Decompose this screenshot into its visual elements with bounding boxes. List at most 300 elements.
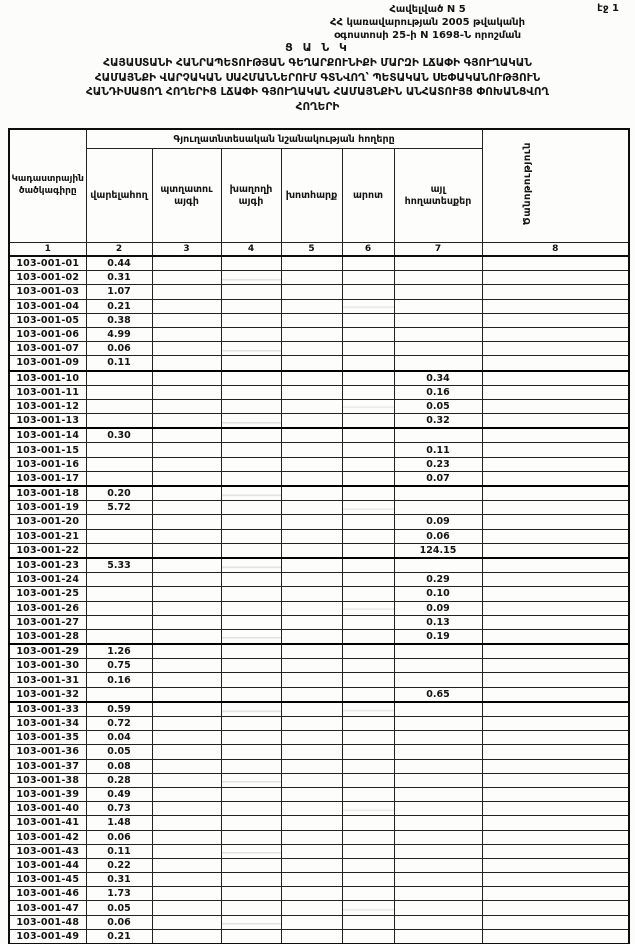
empty-cell	[281, 773, 342, 787]
empty-cell	[394, 887, 482, 901]
empty-cell	[281, 443, 342, 457]
empty-cell	[221, 929, 281, 944]
table-row	[9, 587, 629, 601]
empty-cell	[482, 428, 629, 443]
cadastral-code-cell: 103-001-36	[9, 745, 86, 759]
table-row	[9, 901, 629, 915]
empty-cell	[221, 399, 281, 413]
empty-cell	[482, 787, 629, 801]
empty-cell	[342, 529, 394, 543]
cadastral-code-cell: 103-001-13	[9, 414, 86, 429]
cadastral-code-cell: 103-001-25	[9, 587, 86, 601]
empty-cell	[152, 515, 221, 529]
empty-cell	[482, 745, 629, 759]
empty-cell	[394, 929, 482, 944]
header-fruit-orchard: պտղատու այգի	[152, 149, 221, 243]
area-value-cell: 0.13	[394, 615, 482, 629]
empty-cell	[152, 644, 221, 659]
empty-cell	[221, 873, 281, 887]
area-value-cell: 0.07	[394, 471, 482, 486]
empty-cell	[221, 327, 281, 341]
title-heading: Ց Ա Ն Կ	[285, 41, 350, 54]
empty-cell	[281, 371, 342, 386]
table-row	[9, 615, 629, 629]
table-row	[9, 471, 629, 486]
cadastral-code-cell: 103-001-01	[9, 256, 86, 271]
empty-cell	[221, 702, 281, 717]
empty-cell	[221, 717, 281, 731]
empty-cell	[281, 929, 342, 944]
empty-cell	[394, 816, 482, 830]
table-row	[9, 558, 629, 573]
header-other-lands: այլ հողատեսքեր	[394, 149, 482, 243]
empty-cell	[342, 587, 394, 601]
area-value-cell: 0.44	[86, 256, 152, 271]
empty-cell	[394, 356, 482, 371]
empty-cell	[281, 887, 342, 901]
empty-cell	[394, 659, 482, 673]
table-row	[9, 929, 629, 944]
empty-cell	[281, 731, 342, 745]
empty-cell	[482, 901, 629, 915]
empty-cell	[152, 759, 221, 773]
empty-cell	[394, 327, 482, 341]
empty-cell	[482, 601, 629, 615]
table-row	[9, 802, 629, 816]
empty-cell	[342, 873, 394, 887]
empty-cell	[482, 543, 629, 558]
empty-cell	[482, 615, 629, 629]
area-value-cell: 0.32	[394, 414, 482, 429]
header-vineyard: խաղողի այգի	[221, 149, 281, 243]
empty-cell	[281, 759, 342, 773]
table-row	[9, 673, 629, 687]
empty-cell	[482, 515, 629, 529]
empty-cell	[342, 659, 394, 673]
empty-cell	[482, 501, 629, 515]
area-value-cell: 0.06	[86, 830, 152, 844]
empty-cell	[482, 356, 629, 371]
header-agricultural-group: Գյուղատնտեսական նշանակության հողերը	[86, 129, 482, 149]
table-row	[9, 486, 629, 501]
cadastral-code-cell: 103-001-41	[9, 816, 86, 830]
cadastral-code-cell: 103-001-18	[9, 486, 86, 501]
area-value-cell: 0.31	[86, 873, 152, 887]
column-number-row	[9, 243, 629, 257]
empty-cell	[394, 773, 482, 787]
empty-cell	[86, 414, 152, 429]
empty-cell	[152, 687, 221, 702]
table-row	[9, 573, 629, 587]
empty-cell	[221, 414, 281, 429]
cadastral-code-cell: 103-001-06	[9, 327, 86, 341]
empty-cell	[221, 471, 281, 486]
column-number: 6	[342, 243, 394, 257]
empty-cell	[342, 299, 394, 313]
empty-cell	[281, 587, 342, 601]
area-value-cell: 0.16	[86, 673, 152, 687]
empty-cell	[152, 385, 221, 399]
cadastral-code-cell: 103-001-29	[9, 644, 86, 659]
empty-cell	[342, 443, 394, 457]
table-row	[9, 629, 629, 644]
empty-cell	[281, 601, 342, 615]
cadastral-code-cell: 103-001-33	[9, 702, 86, 717]
column-number: 1	[9, 243, 86, 257]
cadastral-code-cell: 103-001-14	[9, 428, 86, 443]
empty-cell	[394, 256, 482, 271]
empty-cell	[86, 573, 152, 587]
empty-cell	[221, 342, 281, 356]
table-row	[9, 342, 629, 356]
table-row	[9, 915, 629, 929]
empty-cell	[394, 342, 482, 356]
area-value-cell: 0.73	[86, 802, 152, 816]
area-value-cell: 1.26	[86, 644, 152, 659]
empty-cell	[482, 342, 629, 356]
empty-cell	[342, 313, 394, 327]
empty-cell	[281, 428, 342, 443]
cadastral-code-cell: 103-001-32	[9, 687, 86, 702]
empty-cell	[394, 673, 482, 687]
area-value-cell: 0.09	[394, 601, 482, 615]
empty-cell	[221, 558, 281, 573]
table-row	[9, 887, 629, 901]
area-value-cell: 0.21	[86, 929, 152, 944]
empty-cell	[152, 830, 221, 844]
empty-cell	[152, 285, 221, 299]
empty-cell	[482, 702, 629, 717]
empty-cell	[281, 471, 342, 486]
table-row	[9, 428, 629, 443]
title-line-1: ՀԱՅԱՍՏԱՆԻ ՀԱՆՐԱՊԵՏՈՒԹՅԱՆ ԳԵՂԱՐՔՈՒՆԻՔԻ ՄԱՐԶԻ ԼՃԱՓԻ ԳՅՈՒՂԱԿԱՆ	[103, 56, 532, 69]
empty-cell	[342, 759, 394, 773]
table-row	[9, 830, 629, 844]
empty-cell	[342, 501, 394, 515]
empty-cell	[281, 659, 342, 673]
empty-cell	[221, 428, 281, 443]
empty-cell	[221, 673, 281, 687]
empty-cell	[152, 428, 221, 443]
document-title	[0, 40, 635, 115]
empty-cell	[482, 929, 629, 944]
gov-decree-line2: օգոստոսի 25-ի N 1698-Ն որոշման	[333, 30, 521, 41]
empty-cell	[394, 285, 482, 299]
empty-cell	[394, 428, 482, 443]
cadastral-code-cell: 103-001-47	[9, 901, 86, 915]
table-row	[9, 356, 629, 371]
empty-cell	[152, 816, 221, 830]
empty-cell	[221, 385, 281, 399]
title-line-2: ՀԱՄԱՅՆՔԻ ՎԱՐՉԱԿԱՆ ՍԱՀՄԱՆՆԵՐՈՒՄ ԳՏՆՎՈՂ՝ ՊԵՏԱԿԱՆ ՍԵՓԱԿԱՆՈՒԹՅՈՒՆ	[94, 71, 541, 84]
empty-cell	[342, 399, 394, 413]
area-value-cell: 0.49	[86, 787, 152, 801]
empty-cell	[86, 385, 152, 399]
cadastral-code-cell: 103-001-37	[9, 759, 86, 773]
empty-cell	[394, 271, 482, 285]
empty-cell	[342, 787, 394, 801]
empty-cell	[281, 745, 342, 759]
table-row	[9, 759, 629, 773]
empty-cell	[482, 414, 629, 429]
table-row	[9, 285, 629, 299]
empty-cell	[281, 356, 342, 371]
empty-cell	[482, 830, 629, 844]
empty-cell	[394, 486, 482, 501]
empty-cell	[221, 802, 281, 816]
empty-cell	[86, 629, 152, 644]
empty-cell	[221, 731, 281, 745]
empty-cell	[482, 644, 629, 659]
empty-cell	[86, 443, 152, 457]
cadastral-code-cell: 103-001-04	[9, 299, 86, 313]
empty-cell	[482, 915, 629, 929]
empty-cell	[342, 644, 394, 659]
cadastral-code-cell: 103-001-34	[9, 717, 86, 731]
empty-cell	[221, 356, 281, 371]
empty-cell	[221, 830, 281, 844]
empty-cell	[152, 659, 221, 673]
empty-cell	[152, 717, 221, 731]
empty-cell	[342, 457, 394, 471]
cadastral-code-cell: 103-001-31	[9, 673, 86, 687]
empty-cell	[342, 673, 394, 687]
appendix-header	[255, 3, 600, 42]
table-row	[9, 858, 629, 872]
empty-cell	[394, 844, 482, 858]
empty-cell	[482, 443, 629, 457]
empty-cell	[394, 787, 482, 801]
empty-cell	[86, 587, 152, 601]
empty-cell	[281, 787, 342, 801]
area-value-cell: 0.05	[394, 399, 482, 413]
empty-cell	[152, 615, 221, 629]
empty-cell	[281, 299, 342, 313]
empty-cell	[152, 915, 221, 929]
empty-cell	[152, 501, 221, 515]
empty-cell	[281, 414, 342, 429]
table-row	[9, 271, 629, 285]
empty-cell	[342, 256, 394, 271]
empty-cell	[152, 858, 221, 872]
empty-cell	[394, 802, 482, 816]
empty-cell	[221, 313, 281, 327]
empty-cell	[152, 873, 221, 887]
empty-cell	[482, 816, 629, 830]
empty-cell	[152, 486, 221, 501]
area-value-cell: 0.72	[86, 717, 152, 731]
area-value-cell: 0.59	[86, 702, 152, 717]
empty-cell	[394, 915, 482, 929]
empty-cell	[221, 787, 281, 801]
empty-cell	[342, 687, 394, 702]
table-row	[9, 659, 629, 673]
empty-cell	[86, 471, 152, 486]
area-value-cell: 0.09	[394, 515, 482, 529]
cadastral-code-cell: 103-001-48	[9, 915, 86, 929]
empty-cell	[482, 385, 629, 399]
empty-cell	[221, 256, 281, 271]
cadastral-code-cell: 103-001-42	[9, 830, 86, 844]
table-row	[9, 816, 629, 830]
empty-cell	[221, 486, 281, 501]
header-arable-land: վարելահող	[86, 149, 152, 243]
empty-cell	[342, 385, 394, 399]
area-value-cell: 1.73	[86, 887, 152, 901]
empty-cell	[152, 587, 221, 601]
cadastral-code-cell: 103-001-28	[9, 629, 86, 644]
table-row	[9, 687, 629, 702]
empty-cell	[482, 256, 629, 271]
empty-cell	[221, 615, 281, 629]
empty-cell	[394, 759, 482, 773]
empty-cell	[221, 601, 281, 615]
empty-cell	[281, 256, 342, 271]
area-value-cell: 0.65	[394, 687, 482, 702]
empty-cell	[152, 802, 221, 816]
column-number: 8	[482, 243, 629, 257]
cadastral-code-cell: 103-001-09	[9, 356, 86, 371]
empty-cell	[342, 844, 394, 858]
table-row	[9, 327, 629, 341]
area-value-cell: 0.06	[86, 342, 152, 356]
empty-cell	[342, 802, 394, 816]
table-row	[9, 256, 629, 271]
empty-cell	[221, 457, 281, 471]
cadastral-code-cell: 103-001-23	[9, 558, 86, 573]
cadastral-code-cell: 103-001-02	[9, 271, 86, 285]
cadastral-code-cell: 103-001-20	[9, 515, 86, 529]
table-row	[9, 414, 629, 429]
empty-cell	[152, 414, 221, 429]
cadastral-code-cell: 103-001-22	[9, 543, 86, 558]
empty-cell	[342, 342, 394, 356]
empty-cell	[152, 256, 221, 271]
empty-cell	[281, 558, 342, 573]
empty-cell	[281, 327, 342, 341]
empty-cell	[152, 773, 221, 787]
area-value-cell: 0.11	[86, 356, 152, 371]
empty-cell	[152, 313, 221, 327]
table-row	[9, 457, 629, 471]
empty-cell	[221, 773, 281, 787]
empty-cell	[482, 313, 629, 327]
area-value-cell: 1.07	[86, 285, 152, 299]
area-value-cell: 0.34	[394, 371, 482, 386]
empty-cell	[86, 543, 152, 558]
empty-cell	[342, 830, 394, 844]
empty-cell	[394, 558, 482, 573]
empty-cell	[394, 644, 482, 659]
area-value-cell: 0.06	[394, 529, 482, 543]
area-value-cell: 0.75	[86, 659, 152, 673]
empty-cell	[342, 702, 394, 717]
empty-cell	[221, 687, 281, 702]
header-note-label: Ծանոթություն	[522, 142, 534, 226]
empty-cell	[342, 371, 394, 386]
empty-cell	[281, 342, 342, 356]
empty-cell	[482, 285, 629, 299]
empty-cell	[152, 457, 221, 471]
cadastral-code-cell: 103-001-49	[9, 929, 86, 944]
empty-cell	[86, 515, 152, 529]
empty-cell	[221, 659, 281, 673]
area-value-cell: 0.23	[394, 457, 482, 471]
table-row	[9, 844, 629, 858]
empty-cell	[152, 844, 221, 858]
empty-cell	[342, 428, 394, 443]
cadastral-code-cell: 103-001-16	[9, 457, 86, 471]
empty-cell	[394, 873, 482, 887]
empty-cell	[281, 901, 342, 915]
empty-cell	[281, 629, 342, 644]
empty-cell	[86, 371, 152, 386]
empty-cell	[281, 702, 342, 717]
title-line-4: ՀՈՂԵՐԻ	[295, 101, 340, 114]
empty-cell	[152, 529, 221, 543]
empty-cell	[152, 271, 221, 285]
empty-cell	[394, 745, 482, 759]
cadastral-code-cell: 103-001-35	[9, 731, 86, 745]
column-number: 5	[281, 243, 342, 257]
empty-cell	[152, 371, 221, 386]
empty-cell	[394, 313, 482, 327]
area-value-cell: 0.21	[86, 299, 152, 313]
table-body	[9, 256, 629, 944]
empty-cell	[394, 299, 482, 313]
group-header-row	[9, 129, 629, 149]
empty-cell	[342, 558, 394, 573]
empty-cell	[482, 371, 629, 386]
table-row	[9, 501, 629, 515]
empty-cell	[482, 327, 629, 341]
area-value-cell: 0.31	[86, 271, 152, 285]
table-row	[9, 385, 629, 399]
empty-cell	[281, 687, 342, 702]
empty-cell	[281, 543, 342, 558]
empty-cell	[152, 702, 221, 717]
area-value-cell: 0.19	[394, 629, 482, 644]
cadastral-code-cell: 103-001-26	[9, 601, 86, 615]
header-pasture: արոտ	[342, 149, 394, 243]
empty-cell	[342, 471, 394, 486]
area-value-cell: 0.08	[86, 759, 152, 773]
empty-cell	[281, 573, 342, 587]
empty-cell	[152, 629, 221, 644]
empty-cell	[281, 529, 342, 543]
area-value-cell: 1.48	[86, 816, 152, 830]
empty-cell	[221, 915, 281, 929]
empty-cell	[86, 457, 152, 471]
empty-cell	[342, 327, 394, 341]
appendix-label: Հավելված N 5	[389, 4, 466, 15]
empty-cell	[152, 573, 221, 587]
empty-cell	[281, 615, 342, 629]
empty-cell	[342, 915, 394, 929]
empty-cell	[482, 629, 629, 644]
empty-cell	[482, 858, 629, 872]
table-row	[9, 745, 629, 759]
area-value-cell: 0.30	[86, 428, 152, 443]
empty-cell	[482, 471, 629, 486]
empty-cell	[482, 659, 629, 673]
cadastral-code-cell: 103-001-27	[9, 615, 86, 629]
cadastral-code-cell: 103-001-45	[9, 873, 86, 887]
cadastral-code-cell: 103-001-15	[9, 443, 86, 457]
empty-cell	[152, 356, 221, 371]
empty-cell	[152, 471, 221, 486]
empty-cell	[482, 887, 629, 901]
